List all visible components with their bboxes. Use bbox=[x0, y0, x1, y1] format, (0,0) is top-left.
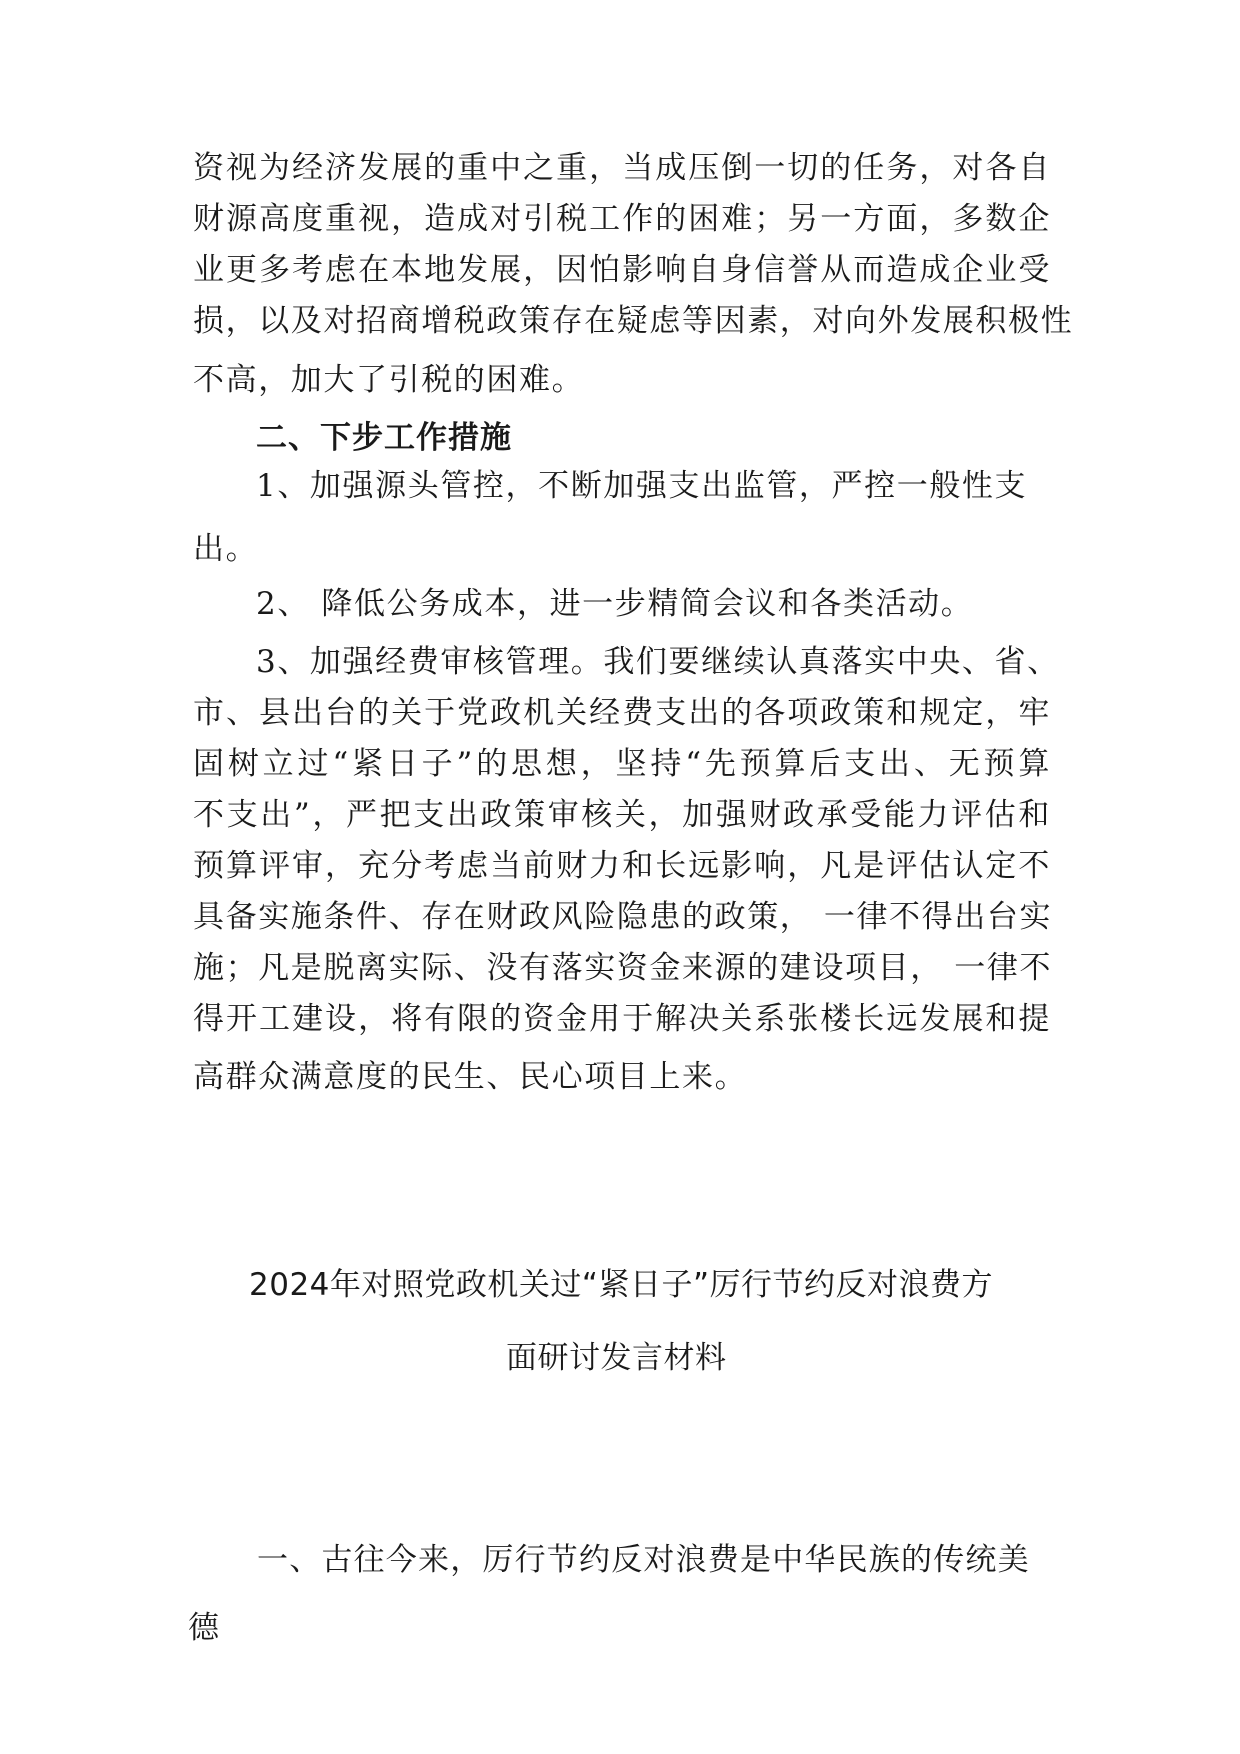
paragraph-line: 损，以及对招商增税政策存在疑虑等因素，对向外发展积极性 bbox=[193, 303, 1074, 339]
paragraph-line: 施；凡是脱离实际、没有落实资金来源的建设项目， 一律不 bbox=[193, 950, 1053, 986]
paragraph-line: 业更多考虑在本地发展，因怕影响自身信誉从而造成企业受 bbox=[193, 252, 1051, 288]
document-title: 2024年对照党政机关过“紧日子”厉行节约反对浪费方 bbox=[249, 1267, 994, 1303]
paragraph-line: 资视为经济发展的重中之重，当成压倒一切的任务，对各自 bbox=[193, 150, 1051, 186]
section-heading-continuation: 德 bbox=[188, 1610, 220, 1646]
list-item: 2、 降低公务成本，进一步精简会议和各类活动。 bbox=[256, 586, 974, 622]
paragraph-line: 财源高度重视，造成对引税工作的困难；另一方面，多数企 bbox=[193, 201, 1051, 237]
paragraph-line: 预算评审，充分考虑当前财力和长远影响，凡是评估认定不 bbox=[193, 848, 1051, 884]
paragraph-line: 高群众满意度的民生、民心项目上来。 bbox=[193, 1059, 748, 1095]
list-item: 3、加强经费审核管理。我们要继续认真落实中央、省、 bbox=[256, 644, 1060, 680]
section-heading: 二、下步工作措施 bbox=[256, 420, 512, 456]
paragraph-line: 固树立过“紧日子”的思想，坚持“先预算后支出、无预算 bbox=[193, 746, 1051, 782]
paragraph-line: 不支出”，严把支出政策审核关，加强财政承受能力评估和 bbox=[193, 797, 1051, 833]
paragraph-line: 得开工建设，将有限的资金用于解决关系张楼长远发展和提 bbox=[193, 1001, 1051, 1037]
section-heading: 一、古往今来，厉行节约反对浪费是中华民族的传统美 bbox=[257, 1542, 1030, 1578]
paragraph-line: 不高，加大了引税的困难。 bbox=[193, 362, 585, 398]
list-item: 1、加强源头管控，不断加强支出监管，严控一般性支 bbox=[256, 468, 1028, 504]
paragraph-line: 市、县出台的关于党政机关经费支出的各项政策和规定，牢 bbox=[193, 695, 1051, 731]
list-item-continuation: 出。 bbox=[193, 531, 259, 567]
document-title-continuation: 面研讨发言材料 bbox=[506, 1340, 727, 1376]
paragraph-line: 具备实施条件、存在财政风险隐患的政策， 一律不得出台实 bbox=[193, 899, 1053, 935]
